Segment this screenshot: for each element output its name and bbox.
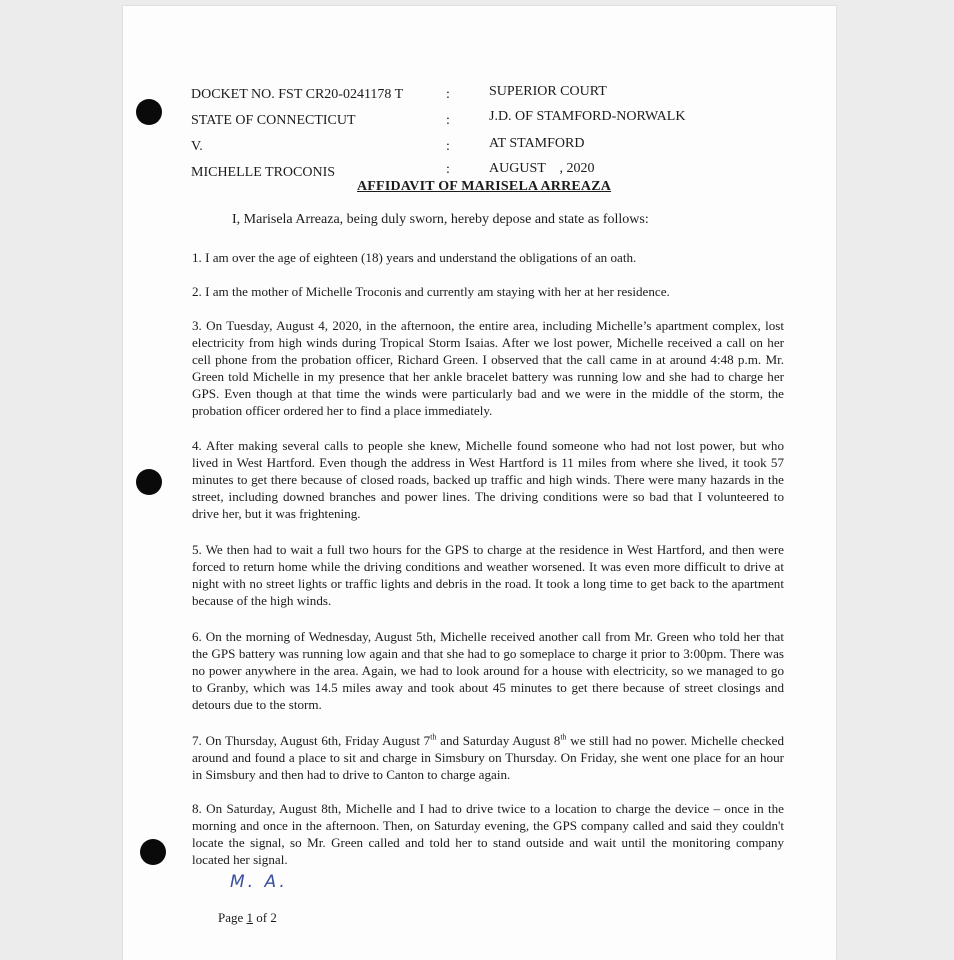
court-name: SUPERIOR COURT xyxy=(489,84,607,99)
defendant-name: MICHELLE TROCONIS xyxy=(191,165,336,180)
paragraph-6: 6. On the morning of Wednesday, August 5th, Michelle received another call from Mr. Green who told her that the GPS battery was running low again and that she had to go someplace to charge it prior to 3:00pm. There was no power anywhere in the area. Again, we had to look around for a house with electricity, so we managed to go to Granby, which was 14.5 miles away and took about 45 minutes to get there because of street closings and detours due to the storm. xyxy=(192,629,784,713)
paragraph-7-part-a: 7. On Thursday, August 6th, Friday August 7 xyxy=(192,733,431,748)
caption-colon: : xyxy=(446,162,450,177)
punch-hole-bottom xyxy=(140,839,166,865)
caption-colon: : xyxy=(446,113,450,128)
paragraph-5: 5. We then had to wait a full two hours for the GPS to charge at the residence in West Hartford, and then were forced to return home while the driving conditions and weather worsened. It was even more difficult to drive at night with no street lights or traffic lights and debris in the road. It took a long time to get back to the apartment because of the high winds. xyxy=(192,542,784,609)
document-title: AFFIDAVIT OF MARISELA ARREAZA xyxy=(357,179,612,194)
page-suffix: of 2 xyxy=(253,910,277,925)
paragraph-7-ordinal-2: th xyxy=(560,732,567,742)
punch-hole-middle xyxy=(136,469,162,495)
caption-colon: : xyxy=(446,87,450,102)
page-number xyxy=(218,910,277,926)
paragraph-7-ordinal-1: th xyxy=(430,732,437,742)
punch-hole-top xyxy=(136,99,162,125)
court-location: AT STAMFORD xyxy=(489,136,585,151)
paragraph-4: 4. After making several calls to people she knew, Michelle found someone who had not lost power, but who lived in West Hartford. Even though the address in West Hartford is 11 miles from where she lived, it took 57 minutes to get there because of closed roads, backed up traffic and high winds. There were many hazards in the street, including downed branches and power lines. The driving conditions were so bad that I volunteered to drive her, but it was frightening. xyxy=(192,438,784,522)
intro-statement: I, Marisela Arreaza, being duly sworn, hereby depose and state as follows: xyxy=(232,212,649,227)
docket-number: DOCKET NO. FST CR20-0241178 T xyxy=(191,87,404,102)
paragraph-7-part-b: and Saturday August 8 xyxy=(436,733,561,748)
plaintiff-name: STATE OF CONNECTICUT xyxy=(191,113,356,128)
paragraph-3: 3. On Tuesday, August 4, 2020, in the afternoon, the entire area, including Michelle’s apartment complex, lost electricity from high winds during Tropical Storm Isaias. After we lost power, Michelle received a call on her cell phone from the probation officer, Richard Green. I observed that the call came in at around 4:48 p.m. Mr. Green told Michelle in my presence that her ankle bracelet battery was running low and she had to charge her GPS. Even though at that time the winds were particularly bad and we were in the middle of the storm, the probation officer ordered her to find a place immediately. xyxy=(192,318,784,419)
handwritten-initials: M. A. xyxy=(230,872,288,892)
paragraph-2: 2. I am the mother of Michelle Troconis and currently am staying with her at her residence. xyxy=(192,284,670,299)
paragraph-1: 1. I am over the age of eighteen (18) years and understand the obligations of an oath. xyxy=(192,250,637,265)
paragraph-8: 8. On Saturday, August 8th, Michelle and I had to drive twice to a location to charge the device – once in the morning and once in the afternoon. Then, on Saturday evening, the GPS company called and said they couldn't locate the signal, so Mr. Green called and told her to stand outside and wait until the monitoring company located her signal. xyxy=(192,801,784,868)
judicial-district: J.D. OF STAMFORD-NORWALK xyxy=(489,109,686,124)
paragraph-7 xyxy=(192,732,784,783)
filing-date: AUGUST , 2020 xyxy=(489,161,595,176)
versus-label: V. xyxy=(191,139,203,154)
page-current: 1 xyxy=(246,910,254,925)
paragraph-7-part-c: we still had no power. Michelle checked around and found a place to sit and charge in Simsbury on Thursday. On Friday, she went one place for an hour in Simsbury and then had to drive to Canton to charge again. xyxy=(192,733,784,783)
caption-colon: : xyxy=(446,139,450,154)
page-prefix: Page xyxy=(218,910,247,925)
